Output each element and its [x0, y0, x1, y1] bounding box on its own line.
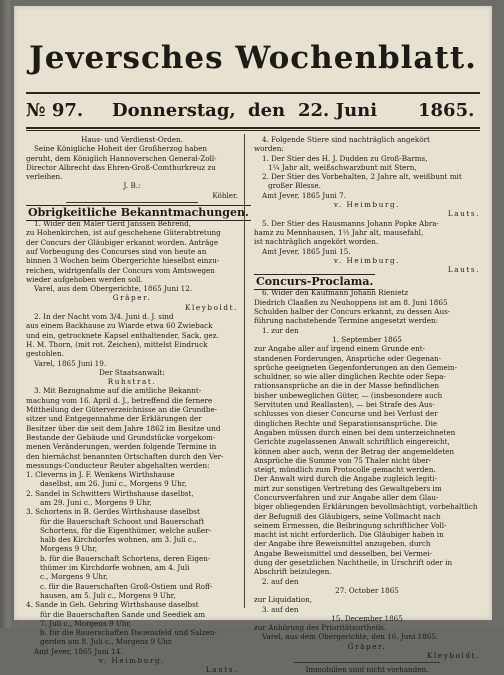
text-line: 6. Wider den Kaufmann Johann Rienietz: [262, 288, 409, 298]
text-line: 3. Schortens in B. Gerdes Wirthshause daselbst: [26, 507, 200, 517]
text-line: menen Veränderungen, werden folgende Termine in: [26, 442, 217, 452]
text-line: ist nachträglich angekört worden.: [254, 237, 379, 247]
text-line: aus einem Backhause zu Wiarde etwa 60 Zwieback: [26, 321, 213, 331]
text-line: Köhler.: [212, 190, 238, 200]
text-line: seinem Ermessen, die Beibringung schriftlicher Voll-: [254, 520, 447, 530]
text-line: Bestande der Gebäude und Grundstücke vorgekom-: [26, 432, 216, 442]
text-line: machung vom 16. April d. J., betreffend die fernere: [26, 395, 213, 405]
text-line: 2. Sandel in Schwitters Wirthshause daselbst,: [26, 488, 194, 498]
text-line: messungs-Conducteur Reuter abgehalten werden:: [26, 460, 210, 470]
text-line: Kleyboldt.: [185, 302, 238, 312]
text-line: dinglichen Rechte und Separationsansprüche. Die: [254, 418, 438, 428]
text-line: sprüche geeigneten Gegenforderungen an den Gemein-: [254, 362, 458, 372]
text-line: macht ist nicht erforderlich. Die Gläubiger haben in: [254, 530, 444, 540]
text-line: Morgens 9 Uhr,: [40, 544, 98, 554]
text-line: verleihen.: [26, 172, 63, 182]
text-line: Lauts.: [447, 265, 480, 275]
text-line: zur Liquidation,: [254, 595, 313, 605]
text-line: H. M. Thorn, (mit rot. Zeichen), mittelst Eindruck: [26, 339, 208, 349]
text-line: 1. Cleverns in J. F. Wenkens Wirthshause: [26, 470, 175, 480]
text-line: Varel, aus dem Obergerichte, den 16. Juni 1865.: [262, 632, 439, 642]
text-line: worden:: [254, 144, 284, 154]
text-line: für die Bauerschaft Schoost und Bauerschaft: [40, 516, 205, 526]
text-line: Mittheilung der Güterverzeichnisse an die Grundbe-: [26, 405, 218, 415]
issue-day: Donnerstag,: [112, 100, 236, 121]
text-line: Lauts.: [205, 665, 238, 675]
text-line: großer Blesse.: [268, 181, 321, 191]
text-line: am 29. Juni c., Morgens 9 Uhr,: [40, 497, 152, 507]
section-rule: [66, 202, 198, 203]
text-line: 1. Wider den Maler Gerd Janssen Behrend,: [34, 219, 191, 229]
issue-number: № 97.: [26, 100, 84, 121]
right-column: [254, 135, 480, 675]
text-line: hausen, am 5. Juli c., Morgens 9 Uhr,: [40, 590, 176, 600]
text-line: Immobilien sind nicht vorhanden.: [305, 665, 429, 675]
text-line: zu Hohenkirchen, ist auf geschehene Güterabtretung: [26, 228, 221, 238]
text-line: 1. zur den: [262, 325, 299, 335]
text-line: J. B.:: [123, 181, 141, 191]
text-line: 2. Der Stier des Vorbehalten, 2 Jahre alt, weißbunt mit: [262, 172, 462, 182]
text-line: gestohlen.: [26, 349, 64, 359]
text-line: 2. auf den: [262, 576, 299, 586]
text-line: b. für die Bauerschaft Schortens, deren Eigen-: [40, 553, 211, 563]
text-line: der Befugniß des Gläubigers, seine Vollmacht nach: [254, 511, 441, 521]
text-line: Besitzer über die seit dem Jahre 1862 im Besitze und: [26, 423, 221, 433]
text-line: Schortens, für die Eigenthümer, welche außer-: [40, 525, 212, 535]
text-line: Der Staatsanwalt:: [99, 367, 165, 377]
text-line: zur Angabe aller auf irgend einem Grunde ent-: [254, 344, 426, 354]
text-line: Varel, 1865 Juni 19.: [34, 358, 107, 368]
text-line: führung nachstehende Termine angesetzt werden:: [254, 316, 439, 326]
text-line: 15. December 1865: [331, 613, 403, 623]
section-heading: Obrigkeitliche Bekanntmachungen.: [28, 206, 249, 220]
text-line: Diedrich Claaßen zu Neuhoppens ist am 8. Juni 1865: [254, 297, 448, 307]
text-line: auf Vorbeugung des Concurses sind von heute an: [26, 246, 207, 256]
text-line: Angabe Beweismittel und desselben, bei Vermei-: [254, 548, 432, 558]
text-line: daselbst, am 26. Juni c., Morgens 9 Uhr,: [40, 479, 187, 489]
text-line: Der Anwalt wird durch die Angabe zugleich legiti-: [254, 474, 438, 484]
section-rule: [294, 662, 440, 663]
text-line: Gräper.: [112, 293, 152, 303]
text-line: 4. Sande in Geh. Gehring Wirthshause daselbst: [26, 600, 199, 610]
issue-line: [26, 100, 480, 124]
text-line: thümer im Kirchdorfe wohnen, am 4. Juli: [40, 563, 190, 573]
issue-rule-thick: [26, 127, 480, 129]
text-line: schuldner, so wie aller dinglichen Rechte oder Sepa-: [254, 372, 446, 382]
text-line: Servituten und Reallasten), — bei Strafe des Aus-: [254, 400, 435, 410]
text-line: Ruhstrat.: [107, 377, 157, 387]
text-line: 5. Der Stier des Hausmanns Johann Popke Abra-: [262, 218, 439, 228]
text-line: c. für die Bauerschaften Groß-Ostiem und Roff-: [40, 581, 213, 591]
text-line: steigt, mündlich zum Protocolle gemacht werden.: [254, 465, 436, 475]
text-line: gerden am 8. Juli c., Morgens 9 Uhr.: [40, 637, 173, 647]
text-line: 3. auf den: [262, 604, 299, 614]
text-line: 7. Juli c., Morgens 9 Uhr,: [40, 618, 132, 628]
text-line: und ein, getrocknete Kapsel enthaltender, Sack, gez.: [26, 330, 219, 340]
text-line: biger obliegenden Erklärungen bevollmächtigt, vorbehaltlich: [254, 502, 478, 512]
issue-date-prefix: den: [248, 100, 286, 121]
text-line: Gerichte zugelassenen Anwalt schriftlich eingereicht,: [254, 437, 450, 447]
issue-year: 1865.: [418, 100, 475, 121]
text-line: 1. Der Stier des H. J. Dudden zu Groß-Barms,: [262, 153, 428, 163]
text-line: der Angabe ihre Beweismittel anzugeben, durch: [254, 539, 431, 549]
text-line: für die Bauerschaften Sande und Seediek am: [40, 609, 206, 619]
issue-date: 22. Juni: [298, 100, 378, 121]
text-line: 2. In der Nacht vom 3/4. Juni d. J. sind: [34, 312, 174, 322]
text-line: Amt Jever, 1865 Juni 7.: [262, 190, 346, 200]
masthead-rule: [26, 92, 480, 94]
text-line: Kleyboldt.: [427, 651, 480, 661]
text-line: Concursverfahren und zur Angabe aller dem Glau-: [254, 492, 439, 502]
text-line: der Concurs der Gläubiger erkannt worden. Anträge: [26, 237, 219, 247]
text-line: halb des Kirchdorfes wohnen, am 3. Juli c.,: [40, 535, 197, 545]
text-line: Gräper.: [347, 641, 387, 651]
text-line: mirt zur sonstigen Vertretung des Gewaltgebers im: [254, 483, 442, 493]
text-line: zur Anhörung des Prioritätsurtheils.: [254, 623, 387, 633]
text-line: bisher unbeweglichen Güter, — (insbesondere auch: [254, 390, 443, 400]
section-heading: Concurs-Proclama.: [256, 275, 374, 289]
text-line: Abschrift beizulegen.: [254, 567, 332, 577]
text-line: Haus- und Verdienst-Orden.: [81, 135, 183, 144]
text-line: schlusses von dieser Concurse und bei Verlust der: [254, 409, 438, 419]
text-line: Angaben müssen durch einen bei dem unterzeichneten: [254, 427, 456, 437]
text-line: geruht, dem Königlich Hannoverschen General-Zoll-: [26, 153, 217, 163]
text-line: b. für die Bauerschaften Dauensfeld und Salzen-: [40, 628, 217, 638]
text-line: 3. Mit Bezugnahme auf die amtliche Bekannt-: [34, 386, 202, 396]
text-line: 4. Folgende Stiere sind nachträglich angekört: [262, 135, 430, 144]
text-line: Schulden halber der Concurs erkannt, zu dessen Aus-: [254, 307, 451, 317]
text-line: 1¼ Jahr alt, weißschwarzbunt mit Stern,: [268, 162, 417, 172]
text-line: Amt Jever, 1865 Juni 14.: [34, 646, 123, 656]
text-line: wieder aufgehoben werden soll.: [26, 274, 143, 284]
issue-rule-thin: [26, 130, 480, 131]
text-line: Seine Königliche Hoheit der Großherzog haben: [34, 144, 208, 154]
text-line: v. Heimburg.: [333, 255, 401, 265]
text-line: reichen, widrigenfalls der Concurs vom Amtswegen: [26, 265, 215, 275]
text-line: c., Morgens 9 Uhr,: [40, 572, 108, 582]
text-line: Varel, aus dem Obergerichte, 1865 Juni 12.: [34, 284, 193, 294]
text-line: 27. October 1865: [335, 585, 399, 595]
masthead-title: Jeversches Wochenblatt.: [29, 40, 477, 76]
text-line: standenen Forderungen, Ansprüche oder Gegenan-: [254, 353, 442, 363]
text-line: dung der gesetzlichen Nachtheile, in Urschrift oder in: [254, 558, 453, 568]
text-line: Lauts.: [447, 209, 480, 219]
text-line: v. Heimburg.: [333, 200, 401, 210]
text-line: den hiernächst benannten Ortschaften durch den Ver-: [26, 451, 224, 461]
text-line: Amt Jever, 1865 Juni 15.: [262, 246, 351, 256]
text-line: hamz zu Mennhausen, 1½ Jahr alt, mausefahl,: [254, 227, 424, 237]
text-line: Director Albrecht das Ehren-Groß-Comthurkreuz zu: [26, 162, 216, 172]
text-line: Ansprüche die Summe von 75 Thaler nicht über-: [254, 455, 432, 465]
text-line: v. Heimburg.: [98, 656, 166, 666]
newspaper-page: [14, 6, 492, 675]
left-column: [26, 135, 249, 675]
text-line: binnen 3 Wochen beim Obergerichte hieselbst einzu-: [26, 256, 220, 266]
text-line: 1. September 1865: [332, 334, 402, 344]
text-line: sitzer und Entgegennahme der Erklärungen der: [26, 414, 202, 424]
text-line: rationsansprüche an die in der Masse befindlichen: [254, 381, 440, 391]
text-line: können aber auch, wenn der Betrag der angemeldeten: [254, 446, 454, 456]
